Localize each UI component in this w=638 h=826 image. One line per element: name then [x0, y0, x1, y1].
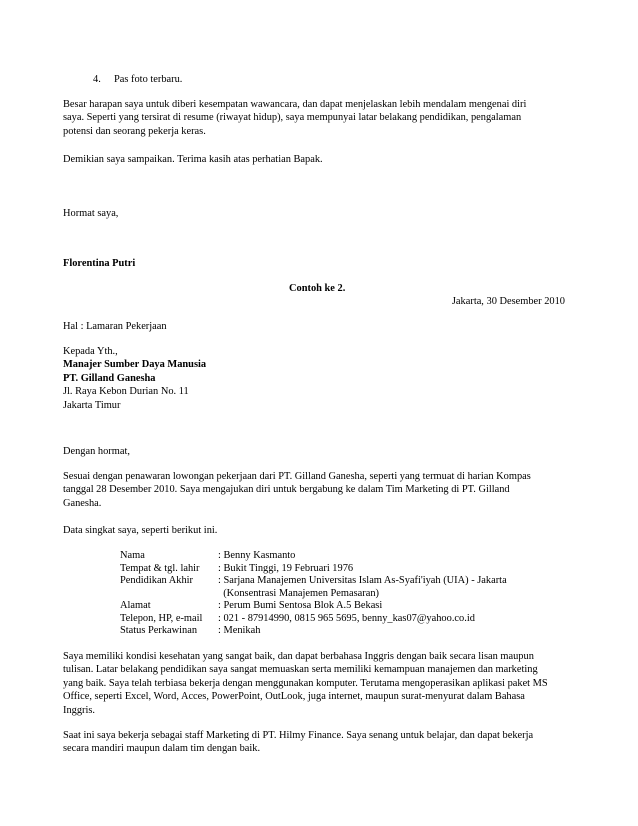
bio-value: (Konsentrasi Manajemen Pemasaran)	[218, 587, 379, 599]
paragraph-line: yang baik. Saya telah terbiasa bekerja dengan menggunakan komputer. Terutama mengoperasikan aplikasi paket MS	[63, 677, 548, 689]
paragraph-line: secara mandiri maupun dalam tim dengan baik.	[63, 743, 261, 755]
data-intro: Data singkat saya, seperti berikut ini.	[63, 525, 218, 536]
bio-label: Alamat	[120, 600, 151, 611]
paragraph-line: saya. Seperti yang tersirat di resume (riwayat hidup), saya mempunyai latar belakang pendidikan, pengalaman	[63, 112, 522, 124]
paragraph-thanks: Demikian saya sampaikan. Terima kasih atas perhatian Bapak.	[63, 154, 323, 165]
bio-value: : Menikah	[218, 625, 261, 636]
recipient-block	[63, 345, 583, 412]
example-title: Contoh ke 2.	[289, 283, 346, 294]
bio-label: Status Perkawinan	[120, 625, 198, 636]
paragraph-line: potensi dan seorang pekerja keras.	[63, 125, 206, 137]
closing-text: Hormat saya,	[63, 208, 119, 219]
recipient-position: Manajer Sumber Daya Manusia	[63, 359, 207, 371]
paragraph-line: Sesuai dengan penawaran lowongan pekerjaan dari PT. Gilland Ganesha, seperti yang termuat di harian Kompas	[63, 471, 531, 482]
bio-value: : Perum Bumi Sentosa Blok A.5 Bekasi	[218, 600, 383, 611]
paragraph-line: Office, seperti Excel, Word, Acces, PowerPoint, OutLook, juga internet, maupun surat-menyurat dalam Bahasa	[63, 691, 525, 703]
paragraph-line: Besar harapan saya untuk diberi kesempatan wawancara, dan dapat menjelaskan lebih mendalam mengenai diri	[63, 99, 527, 110]
paragraph-line: tanggal 28 Desember 2010. Saya mengajukan diri untuk bergabung ke dalam Tim Marketing di PT. Gilland	[63, 484, 510, 496]
paragraph-application	[63, 470, 583, 510]
paragraph-line: Inggris.	[63, 704, 96, 716]
paragraph-qualifications	[63, 650, 583, 717]
list-item-text: Pas foto terbaru.	[114, 74, 183, 85]
date-place: Jakarta, 30 Desember 2010	[451, 296, 565, 307]
paragraph-line: Saat ini saya bekerja sebagai staff Marketing di PT. Hilmy Finance. Saya senang untuk belajar, dan dapat bekerja	[63, 730, 534, 741]
bio-label: Pendidikan Akhir	[120, 575, 194, 586]
bio-value: : Sarjana Manajemen Universitas Islam As-Syafi'iyah (UIA) - Jakarta	[218, 575, 507, 586]
signer-name: Florentina Putri	[63, 258, 136, 269]
greeting: Dengan hormat,	[63, 446, 130, 457]
bio-value: : 021 - 87914990, 0815 965 5695, benny_kas07@yahoo.co.id	[218, 612, 475, 624]
recipient-address-2: Jakarta Timur	[63, 399, 121, 411]
paragraph-hope	[63, 98, 583, 138]
bio-value: : Bukit Tinggi, 19 Februari 1976	[218, 562, 354, 574]
bio-label: Tempat & tgl. lahir	[120, 562, 200, 574]
recipient-to: Kepada Yth.,	[63, 346, 118, 357]
bio-value: : Benny Kasmanto	[218, 550, 296, 561]
recipient-address-1: Jl. Raya Kebon Durian No. 11	[63, 386, 189, 398]
list-item-number: 4.	[93, 74, 101, 85]
recipient-company: PT. Gilland Ganesha	[63, 372, 156, 384]
paragraph-line: Ganesha.	[63, 497, 102, 509]
paragraph-line: tulisan. Latar belakang pendidikan saya sangat memuaskan serta memiliki kemampuan manajemen dan marketing	[63, 664, 538, 676]
bio-label: Telepon, HP, e-mail	[120, 612, 203, 624]
subject-line: Hal : Lamaran Pekerjaan	[63, 321, 167, 332]
paragraph-line: Saya memiliki kondisi kesehatan yang sangat baik, dan dapat berbahasa Inggris dengan baik secara lisan maupun	[63, 651, 534, 662]
paragraph-current-job	[63, 729, 583, 756]
bio-label: Nama	[120, 550, 145, 561]
